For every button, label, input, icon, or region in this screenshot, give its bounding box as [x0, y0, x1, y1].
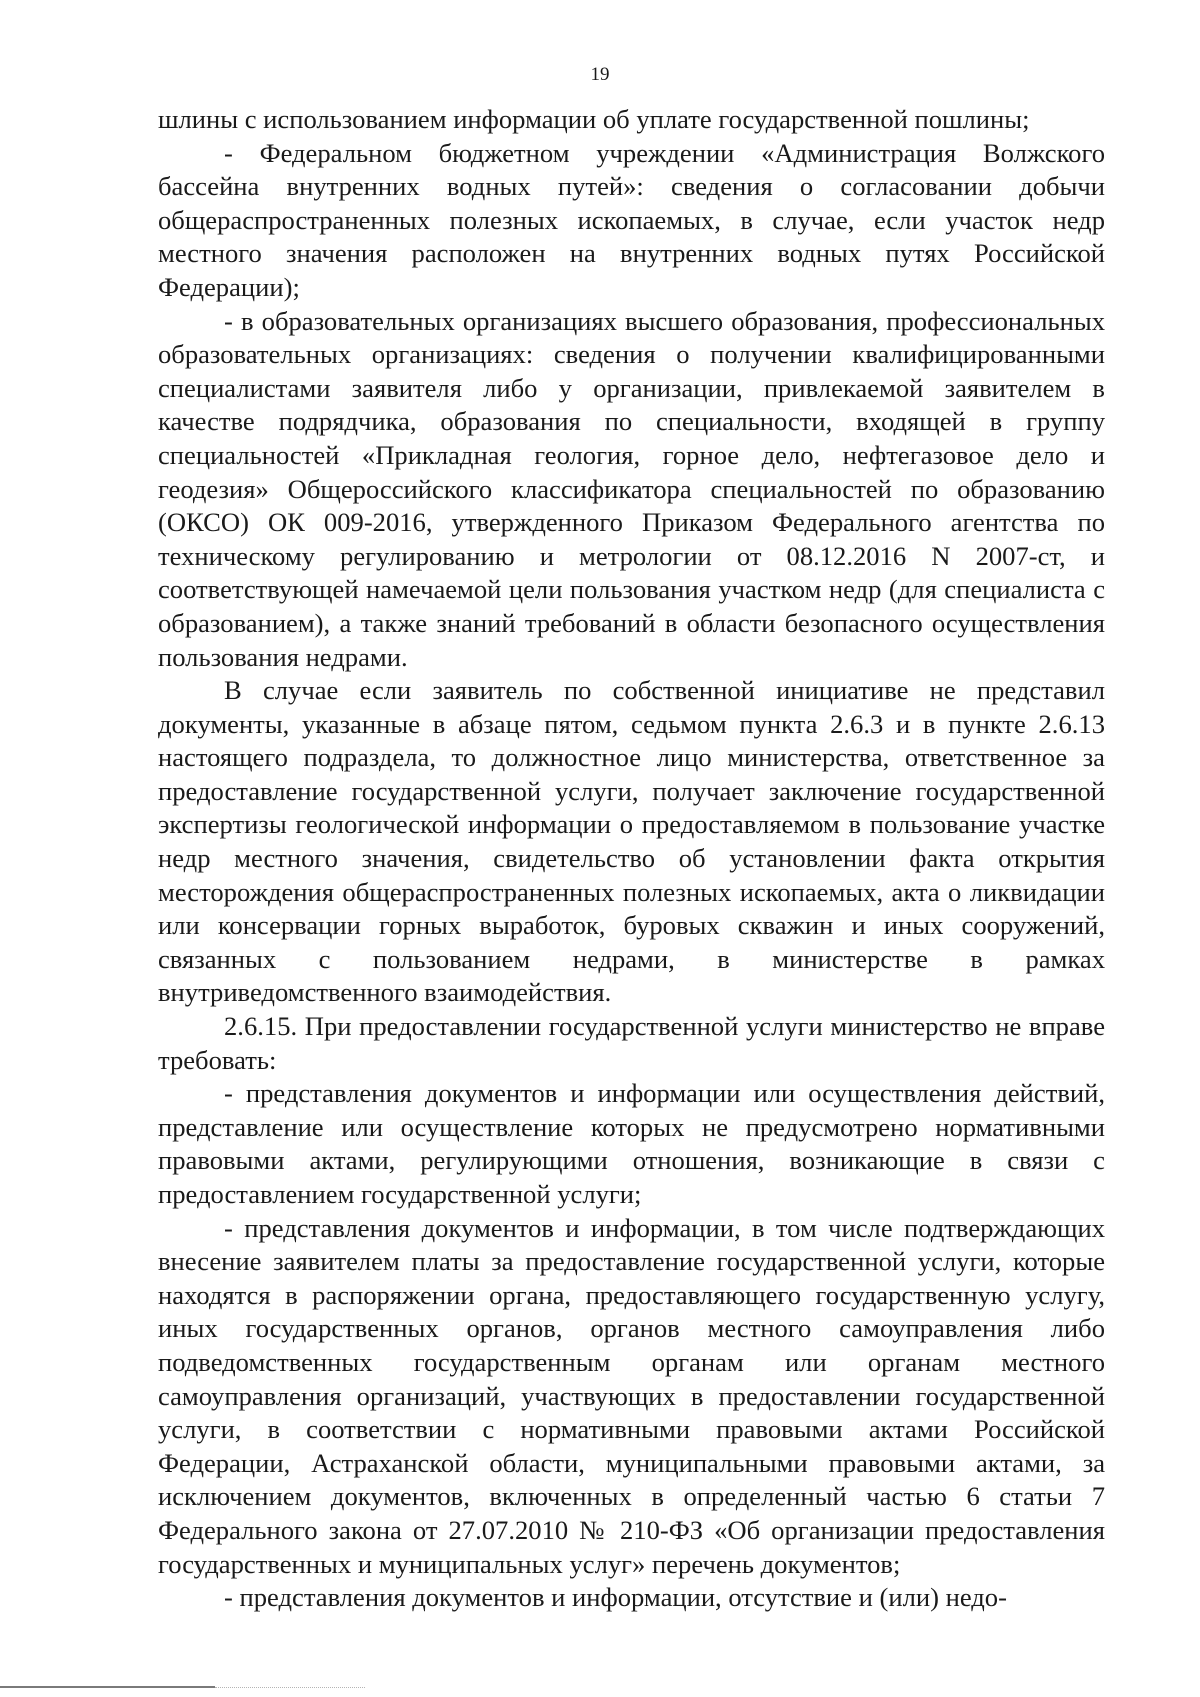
scan-edge-line — [0, 1686, 215, 1688]
page-number: 19 — [590, 64, 610, 85]
paragraph-absence-of-documents: - представления документов и информации, отсутствие и (или) недо- — [224, 1582, 1007, 1613]
paragraph-2-6-15: 2.6.15. При предоставлении государственной услуги министерство не вправе требовать: — [158, 1011, 1105, 1075]
paragraph-documents-in-possession: - представления документов и информации, в том числе подтверждающих внесение заявителем платы за предоставление государственной услуги, которые находятся в распоряжении органа, предоставляющего государственную услугу, иных государственных органов, органов местного самоуправления либо подведомственных государственным органам или органам местного самоуправления организаций, участвующих в предоставлении государственной услуги, в соответствии с нормативными правовыми актами Российской Федерации, Астраханской области, муниципальными правовыми актами, за исключением документов, включенных в определенный частью 6 статьи 7 Федерального закона от 27.07.2010 № 210-ФЗ «Об организации предоставления государственных и муниципальных услуг» перечень документов; — [158, 1212, 1105, 1579]
paragraph-continuation: шлины с использованием информации об уплате государственной пошлины; — [158, 104, 1030, 134]
document-text — [158, 103, 1105, 1615]
paragraph-not-provided-actions: - представления документов и информации или осуществления действий, представление или осуществление которых не предусмотрено нормативными правовыми актами, регулирующими отношения, возникающие в связи с предоставлением государственной услуги; — [158, 1078, 1105, 1209]
paragraph-educational-organizations: - в образовательных организациях высшего образования, профессиональных образовательных организациях: сведения о получении квалифицированными специалистами заявителя либо у организации, привлекаемой заявителем в качестве подрядчика, образования по специальности, входящей в группу специальностей «Прикладная геология, горное дело, нефтегазовое дело и геодезия» Общероссийского классификатора специальностей по образованию (ОКСО) ОК 009-2016, утвержденного Приказом Федерального агентства по техническому регулированию и метрологии от 08.12.2016 N 2007-ст, и соответствующей намечаемой цели пользования участком недр (для специалиста с образованием), а также знаний требований в области безопасного осуществления пользования недрами. — [158, 305, 1105, 672]
paragraph-volga-basin-administration: - Федеральном бюджетном учреждении «Администрация Волжского бассейна внутренних водных путей»: сведения о согласовании добычи общераспространенных полезных ископаемых, в случае, если участок недр местного значения расположен на внутренних водных путях Российской Федерации); — [158, 137, 1105, 302]
paragraph-applicant-initiative: В случае если заявитель по собственной инициативе не представил документы, указанные в абзаце пятом, седьмом пункта 2.6.3 и в пункте 2.6.13 настоящего подраздела, то должностное лицо министерства, ответственное за предоставление государственной услуги, получает заключение государственной экспертизы геологической информации о предоставляемом в пользование участке недр местного значения, свидетельство об установлении факта открытия месторождения общераспространенных полезных ископаемых, акта о ликвидации или консервации горных выработок, буровых скважин и иных сооружений, связанных с пользованием недрами, в министерстве в рамках внутриведомственного взаимодействия. — [158, 675, 1105, 1008]
scan-edge-line-faint — [215, 1687, 365, 1688]
